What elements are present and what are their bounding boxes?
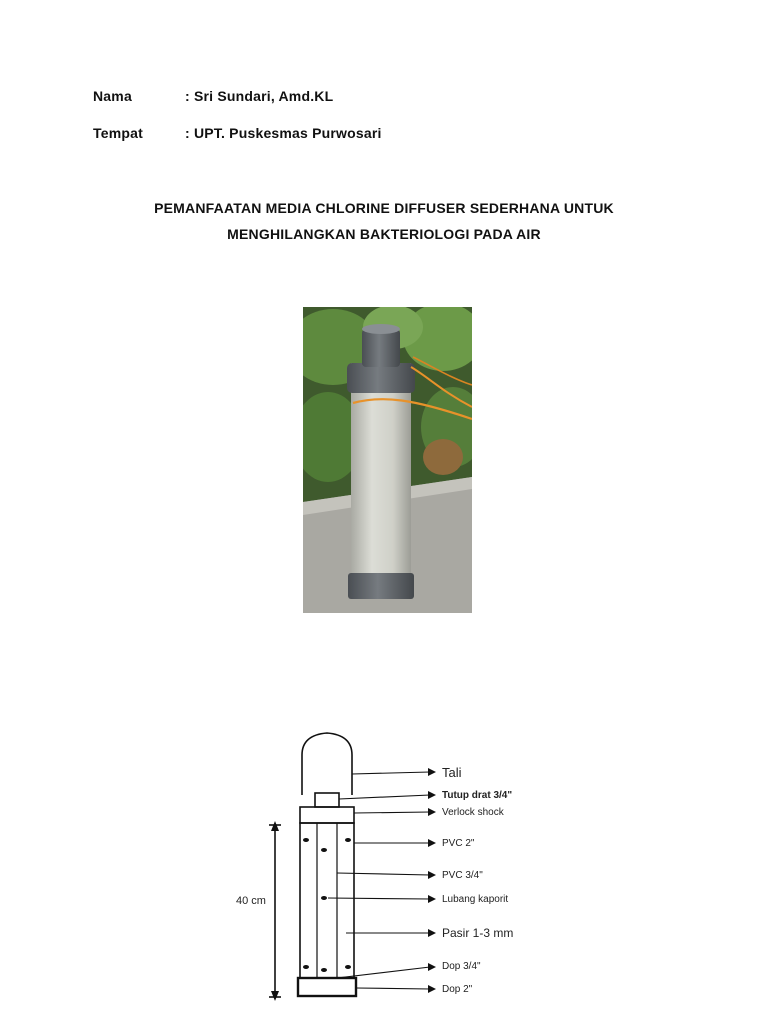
- label-tali: Tali: [442, 765, 462, 780]
- label-dop2: Dop 2": [442, 984, 473, 995]
- label-tutup: Tutup drat 3/4": [442, 790, 513, 801]
- verlock-socket: [347, 363, 415, 393]
- tempat-row: [93, 125, 382, 141]
- bottom-cap: [348, 573, 414, 599]
- label-lubang: Lubang kaporit: [442, 894, 509, 905]
- tempat-label: Tempat: [93, 125, 143, 141]
- nama-value: : Sri Sundari, Amd.KL: [185, 88, 334, 104]
- pvc-pipe: [351, 363, 411, 588]
- chlorine-diffuser-photo: [303, 307, 472, 613]
- dimension-label: 40 cm: [236, 895, 266, 907]
- label-pasir: Pasir 1-3 mm: [442, 926, 514, 940]
- diagram-verlock: [300, 807, 354, 823]
- nama-label: Nama: [93, 88, 132, 104]
- diagram-top-cap: [315, 793, 339, 807]
- document-title-line-1: PEMANFAATAN MEDIA CHLORINE DIFFUSER SEDERHANA UNTUK: [154, 200, 614, 216]
- tempat-value: : UPT. Puskesmas Purwosari: [185, 125, 382, 141]
- rope-loop: [302, 733, 352, 795]
- nama-row: [93, 88, 333, 104]
- document-title-line-2: MENGHILANGKAN BAKTERIOLOGI PADA AIR: [227, 226, 541, 242]
- label-pvc34: PVC 3/4": [442, 870, 483, 881]
- diagram-bottom-cap: [298, 978, 356, 996]
- label-pvc2: PVC 2": [442, 838, 475, 849]
- diagram-outer-pipe: [300, 823, 354, 978]
- diffuser-diagram: [220, 725, 550, 1015]
- top-cap: [362, 329, 400, 367]
- label-dop34: Dop 3/4": [442, 961, 481, 972]
- label-verlock: Verlock shock: [442, 807, 504, 818]
